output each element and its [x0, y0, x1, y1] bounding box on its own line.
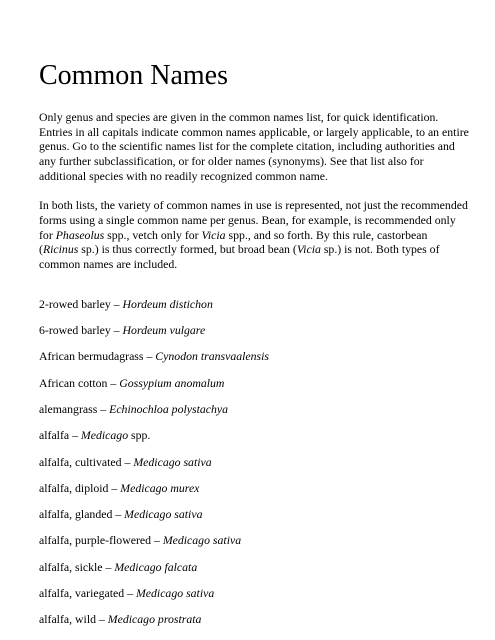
- genus-name: Ricinus: [42, 242, 79, 257]
- common-name: African bermudagrass: [39, 349, 144, 364]
- genus-name: Phaseolus: [55, 227, 105, 242]
- separator: –: [110, 323, 123, 338]
- list-item: [39, 507, 469, 521]
- list-item: [39, 586, 469, 600]
- scientific-name: Medicago sativa: [133, 454, 212, 469]
- separator: –: [102, 559, 115, 574]
- paragraph-text: spp., and so forth. By this rule, castorbean (: [39, 227, 428, 257]
- scientific-name: Echinochloa polystachya: [109, 401, 229, 416]
- list-item: [39, 428, 469, 442]
- list-item: [39, 349, 469, 363]
- intro-paragraph: Only genus and species are given in the common names list, for quick identification. Entries in all capitals indicate common names applicable, or largely applicable, to an entire genus. Go to the scientific names list for the complete citation, including authorities and any further subclassification, or for older names (synonyms). See that list also for additional species with no readily recognized common name.: [39, 110, 469, 183]
- lists-paragraph: [39, 198, 469, 272]
- common-name: alfalfa, diploid: [39, 480, 109, 495]
- common-name: 2-rowed barley: [39, 296, 111, 311]
- scientific-name: Gossypium anomalum: [119, 375, 225, 390]
- common-names-list: [39, 297, 469, 627]
- separator: –: [108, 480, 121, 495]
- separator: –: [112, 507, 125, 522]
- common-name: alfalfa, wild: [39, 612, 96, 627]
- paragraph-text: In both lists, the variety of common names in use is represented, not just the recommended forms using a single common name per genus. Bean, for example, is recommended only for: [39, 198, 468, 242]
- paragraph-text: spp., vetch only for: [104, 227, 202, 242]
- common-name: alfalfa, purple-flowered: [39, 533, 152, 548]
- document-page: [39, 60, 469, 639]
- list-item: [39, 402, 469, 416]
- scientific-name: Medicago sativa: [162, 533, 242, 548]
- separator: –: [110, 296, 123, 311]
- list-item: [39, 612, 469, 626]
- paragraph-text: sp.) is thus correctly formed, but broad bean (: [78, 242, 297, 257]
- separator: –: [151, 533, 163, 548]
- list-item: [39, 533, 469, 547]
- paragraph-text: sp.) is not. Both types of common names are included.: [39, 242, 440, 272]
- common-name: alfalfa, sickle: [39, 559, 103, 574]
- common-name: alemangrass: [39, 401, 98, 416]
- page-title: Common Names: [39, 60, 228, 91]
- separator: –: [143, 349, 156, 364]
- scientific-name: Medicago falcata: [114, 559, 198, 574]
- separator: –: [107, 375, 120, 390]
- list-item: [39, 481, 469, 495]
- common-name: 6-rowed barley: [39, 323, 111, 338]
- scientific-name: Medicago sativa: [135, 585, 215, 600]
- scientific-name: Medicago: [80, 428, 129, 443]
- list-item: [39, 297, 469, 311]
- list-item: [39, 376, 469, 390]
- scientific-name: Hordeum vulgare: [122, 323, 206, 338]
- separator: –: [121, 454, 134, 469]
- common-name: alfalfa, glanded: [39, 507, 113, 522]
- separator: –: [124, 585, 136, 600]
- list-item: [39, 560, 469, 574]
- list-item: [39, 323, 469, 337]
- scientific-name: Medicago prostrata: [107, 612, 202, 627]
- separator: –: [69, 428, 81, 443]
- name-suffix: spp.: [128, 428, 151, 443]
- scientific-name: Medicago murex: [120, 480, 200, 495]
- genus-name: Vicia: [296, 242, 321, 257]
- common-name: alfalfa, variegated: [39, 585, 125, 600]
- scientific-name: Hordeum distichon: [122, 296, 213, 311]
- scientific-name: Medicago sativa: [124, 507, 203, 522]
- common-name: alfalfa: [39, 428, 70, 443]
- common-name: alfalfa, cultivated: [39, 454, 122, 469]
- scientific-name: Cynodon transvaalensis: [155, 349, 270, 364]
- separator: –: [97, 401, 110, 416]
- list-item: [39, 455, 469, 469]
- common-name: African cotton: [39, 375, 108, 390]
- genus-name: Vicia: [201, 227, 226, 242]
- separator: –: [96, 612, 108, 627]
